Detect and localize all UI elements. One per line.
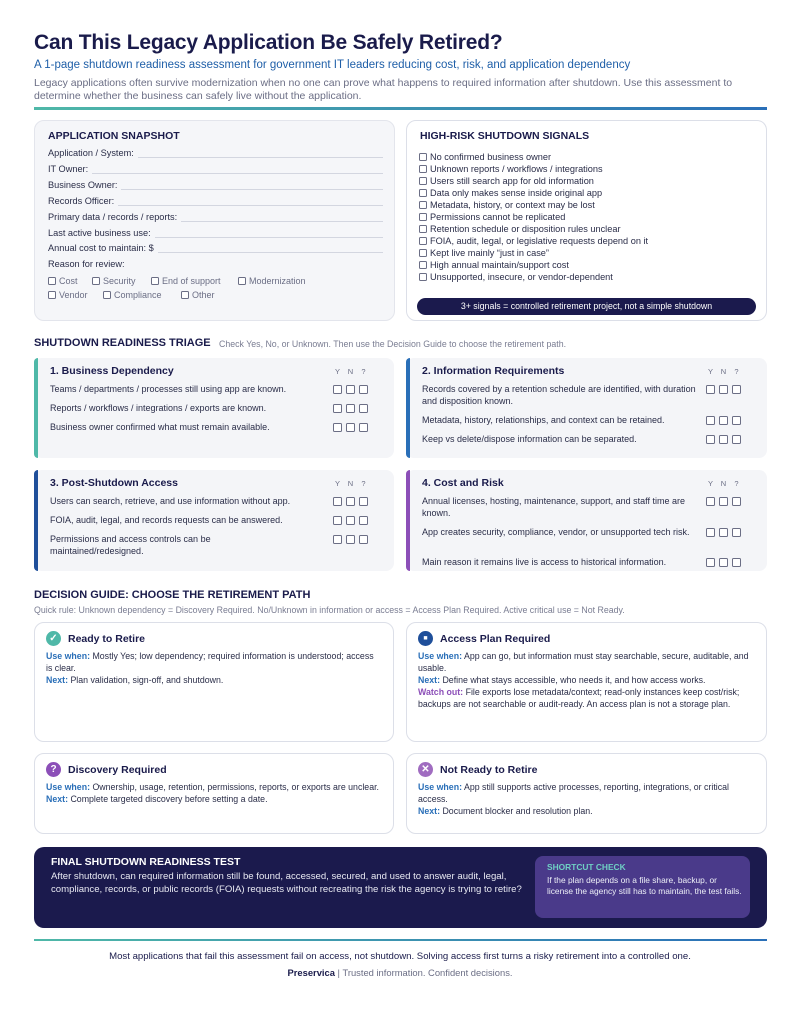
next-label: Next: — [46, 675, 68, 685]
ynu-checkboxes[interactable] — [333, 535, 368, 544]
checkbox[interactable] — [92, 277, 100, 285]
signal-label: Users still search app for old information — [430, 176, 594, 186]
reason-option[interactable] — [48, 276, 78, 286]
yes-checkbox[interactable] — [706, 385, 715, 394]
field-input-line[interactable] — [181, 212, 383, 222]
accent-bar — [406, 358, 410, 458]
signal-item[interactable] — [419, 224, 621, 234]
next-label: Next: — [418, 675, 440, 685]
reason-option[interactable] — [103, 290, 162, 300]
ynu-checkboxes[interactable] — [333, 516, 368, 525]
use-when-text: Ownership, usage, retention, permissions, reports, or exports are unclear. — [90, 782, 379, 792]
block-title: 1. Business Dependency — [50, 365, 174, 377]
shortcut-check-box — [535, 856, 750, 918]
snapshot-field — [48, 180, 383, 190]
triage-item: Main reason it remains live is access to historical information. — [422, 557, 667, 567]
triage-item: Permissions and access controls can be maintained/redesigned. — [50, 534, 211, 556]
unknown-checkbox[interactable] — [732, 558, 741, 567]
page-title: Can This Legacy Application Be Safely Retired? — [34, 31, 503, 54]
triage-heading: SHUTDOWN READINESS TRIAGE — [34, 337, 211, 349]
tagline: Trusted information. Confident decisions. — [342, 967, 513, 978]
no-checkbox[interactable] — [346, 404, 355, 413]
decision-card-access-plan-required — [406, 622, 767, 742]
option-label: Cost — [59, 276, 78, 286]
signal-item[interactable] — [419, 212, 565, 222]
signal-item[interactable] — [419, 176, 594, 186]
block-title: 4. Cost and Risk — [422, 477, 504, 489]
use-when-label: Use when: — [418, 782, 462, 792]
field-label: Application / System: — [48, 148, 134, 158]
unknown-checkbox[interactable] — [732, 416, 741, 425]
triage-item: Records covered by a retention schedule are identified, with duration and disposition known. — [422, 384, 696, 406]
triage-block-cost-and-risk — [406, 470, 767, 571]
card-body — [418, 650, 753, 710]
field-input-line[interactable] — [118, 196, 383, 206]
checkbox[interactable] — [419, 237, 427, 245]
footer-message: Most applications that fail this assessment fail on access, not shutdown. Solving access first turns a risky retirement into a controlled one. — [109, 951, 691, 962]
yes-checkbox[interactable] — [706, 416, 715, 425]
triage-item: Users can search, retrieve, and use information without app. — [50, 496, 291, 506]
ynu-checkboxes[interactable] — [333, 385, 368, 394]
snapshot-field — [48, 228, 383, 238]
signal-label: Unknown reports / workflows / integrations — [430, 164, 603, 174]
yn-header: Y N ? — [334, 479, 366, 488]
signals-title: HIGH-RISK SHUTDOWN SIGNALS — [420, 130, 590, 142]
next-text: Complete targeted discovery before setting a date. — [68, 794, 268, 804]
triage-block-business-dependency — [34, 358, 394, 458]
checkbox[interactable] — [48, 277, 56, 285]
checkbox[interactable] — [238, 277, 246, 285]
no-checkbox[interactable] — [346, 385, 355, 394]
application-snapshot-card — [34, 120, 395, 321]
signal-label: Data only makes sense inside original app — [430, 188, 603, 198]
no-checkbox[interactable] — [346, 516, 355, 525]
checkbox[interactable] — [151, 277, 159, 285]
yn-header: Y N ? — [334, 367, 366, 376]
no-checkbox[interactable] — [719, 497, 728, 506]
yes-checkbox[interactable] — [333, 404, 342, 413]
accent-bar — [34, 470, 38, 571]
checkmark-icon: ✓ — [46, 631, 61, 646]
block-title: 3. Post-Shutdown Access — [50, 477, 178, 489]
yes-checkbox[interactable] — [333, 497, 342, 506]
unknown-checkbox[interactable] — [732, 528, 741, 537]
triage-item: App creates security, compliance, vendor, or unsupported tech risk. — [422, 527, 690, 537]
next-text: Document blocker and resolution plan. — [440, 806, 593, 816]
option-label: Security — [103, 276, 136, 286]
signal-item[interactable] — [419, 200, 595, 210]
ynu-checkboxes[interactable] — [706, 416, 741, 425]
signal-label: Kept live mainly “just in case” — [430, 248, 549, 258]
snapshot-field — [48, 243, 383, 253]
checkbox[interactable] — [419, 153, 427, 161]
ynu-checkboxes[interactable] — [333, 404, 368, 413]
checkbox[interactable] — [419, 213, 427, 221]
ynu-checkboxes[interactable] — [706, 497, 741, 506]
checkbox[interactable] — [419, 201, 427, 209]
unknown-checkbox[interactable] — [359, 516, 368, 525]
high-risk-signals-card — [406, 120, 767, 321]
no-checkbox[interactable] — [719, 528, 728, 537]
ynu-checkboxes[interactable] — [706, 528, 741, 537]
yes-checkbox[interactable] — [706, 528, 715, 537]
page-intro: Legacy applications often survive modernization when no one can prove what happens to required information after shutdown. Use this assessment to determine whether the business can safely live without the application. — [34, 77, 733, 102]
field-input-line[interactable] — [158, 243, 383, 253]
signal-item[interactable] — [419, 260, 569, 270]
snapshot-field — [48, 196, 383, 206]
card-header — [418, 631, 550, 646]
accent-bar — [34, 358, 38, 458]
snapshot-field — [48, 164, 383, 174]
ynu-checkboxes[interactable] — [333, 497, 368, 506]
footer-brand-line — [0, 967, 800, 978]
signal-item[interactable] — [419, 272, 613, 282]
unknown-checkbox[interactable] — [359, 404, 368, 413]
final-title: FINAL SHUTDOWN READINESS TEST — [51, 856, 241, 868]
unknown-checkbox[interactable] — [732, 385, 741, 394]
yes-checkbox[interactable] — [333, 423, 342, 432]
final-text: After shutdown, can required information still be found, accessed, secured, and used to answer audit, legal, compliance, records, or public records (FOIA) requests without recreating the risk the agency is trying to retire? — [51, 871, 522, 895]
checkbox[interactable] — [103, 291, 111, 299]
field-label: Last active business use: — [48, 228, 151, 238]
option-label: End of support — [162, 276, 221, 286]
snapshot-field — [48, 148, 383, 158]
signal-label: High annual maintain/support cost — [430, 260, 569, 270]
shortcut-text: If the plan depends on a file share, backup, or license the agency still has to maintain, the test fails. — [547, 875, 742, 896]
use-when-label: Use when: — [46, 782, 90, 792]
signal-item[interactable] — [419, 188, 602, 198]
checkbox[interactable] — [419, 177, 427, 185]
checkbox[interactable] — [419, 273, 427, 281]
card-header — [46, 631, 145, 646]
no-checkbox[interactable] — [719, 385, 728, 394]
yes-checkbox[interactable] — [706, 497, 715, 506]
next-label: Next: — [418, 806, 440, 816]
option-label: Vendor — [59, 290, 88, 300]
checkbox[interactable] — [419, 249, 427, 257]
yes-checkbox[interactable] — [333, 385, 342, 394]
card-title: Access Plan Required — [440, 632, 551, 645]
triage-item: FOIA, audit, legal, and records requests can be answered. — [50, 515, 283, 525]
reason-option[interactable] — [181, 290, 215, 300]
checkbox[interactable] — [419, 261, 427, 269]
card-title: Discovery Required — [68, 763, 167, 776]
field-input-line[interactable] — [92, 164, 383, 174]
unknown-checkbox[interactable] — [359, 497, 368, 506]
no-checkbox[interactable] — [346, 535, 355, 544]
card-header — [418, 762, 537, 777]
triage-item: Metadata, history, relationships, and context can be retained. — [422, 415, 665, 425]
decision-card-not-ready-to-retire — [406, 753, 767, 834]
option-label: Compliance — [114, 290, 162, 300]
use-when-text: App can go, but information must stay searchable, secure, auditable, and usable. — [418, 651, 749, 673]
use-when-text: App still supports active processes, reporting, integrations, or critical access. — [418, 782, 729, 804]
snapshot-title: APPLICATION SNAPSHOT — [48, 130, 180, 142]
no-checkbox[interactable] — [719, 558, 728, 567]
stop-square-icon: ■ — [418, 631, 433, 646]
field-input-line[interactable] — [138, 148, 383, 158]
signal-item[interactable] — [419, 236, 648, 246]
triage-item: Annual licenses, hosting, maintenance, support, and staff time are known. — [422, 496, 685, 518]
triage-item: Teams / departments / processes still using app are known. — [50, 384, 287, 394]
ynu-checkboxes[interactable] — [333, 423, 368, 432]
option-label: Modernization — [249, 276, 306, 286]
checkbox[interactable] — [48, 291, 56, 299]
signal-label: Permissions cannot be replicated — [430, 212, 566, 222]
field-label: Primary data / records / reports: — [48, 212, 178, 222]
checkbox[interactable] — [419, 189, 427, 197]
next-label: Next: — [46, 794, 68, 804]
unknown-checkbox[interactable] — [359, 423, 368, 432]
triage-item: Business owner confirmed what must remain available. — [50, 422, 270, 432]
header-divider — [34, 107, 767, 110]
yn-header: Y N ? — [707, 367, 739, 376]
next-text: Define what stays accessible, who needs it, and how access works. — [440, 675, 706, 685]
signal-label: Unsupported, insecure, or vendor-dependent — [430, 272, 613, 282]
watch-out-text: File exports lose metadata/context; read-only instances keep cost/risk; backups are not searchable or audit-ready. An access plan is not a storage plan. — [418, 687, 740, 709]
close-x-icon: ✕ — [418, 762, 433, 777]
no-checkbox[interactable] — [719, 435, 728, 444]
yes-checkbox[interactable] — [333, 516, 342, 525]
signals-threshold-banner: 3+ signals = controlled retirement project, not a simple shutdown — [417, 298, 756, 315]
field-label: Records Officer: — [48, 196, 115, 206]
decision-heading: DECISION GUIDE: CHOOSE THE RETIREMENT PATH — [34, 589, 311, 601]
decision-quick-rule: Quick rule: Unknown dependency = Discovery Required. No/Unknown in information or access = Access Plan Required. Active critical use = Not Ready. — [34, 605, 625, 615]
reason-option[interactable] — [48, 290, 88, 300]
page-subtitle: A 1-page shutdown readiness assessment for government IT leaders reducing cost, risk, and application dependency — [34, 59, 631, 71]
triage-item: Reports / workflows / integrations / exports are known. — [50, 403, 267, 413]
field-label: IT Owner: — [48, 164, 89, 174]
checkbox[interactable] — [419, 165, 427, 173]
use-when-label: Use when: — [418, 651, 462, 661]
checkbox[interactable] — [419, 225, 427, 233]
yn-header: Y N ? — [707, 479, 739, 488]
unknown-checkbox[interactable] — [359, 385, 368, 394]
triage-instructions: Check Yes, No, or Unknown. Then use the Decision Guide to choose the retirement path. — [219, 339, 567, 349]
reason-option[interactable] — [92, 276, 136, 286]
ynu-checkboxes[interactable] — [706, 558, 741, 567]
use-when-text: Mostly Yes; low dependency; required information is understood; access is clear. — [46, 651, 374, 673]
option-label: Other — [192, 290, 215, 300]
checkbox[interactable] — [181, 291, 189, 299]
signal-label: No confirmed business owner — [430, 152, 552, 162]
unknown-checkbox[interactable] — [732, 435, 741, 444]
separator: | — [334, 967, 343, 978]
next-text: Plan validation, sign-off, and shutdown. — [68, 675, 224, 685]
footer-divider — [34, 939, 767, 941]
no-checkbox[interactable] — [346, 497, 355, 506]
final-readiness-test — [34, 847, 767, 928]
field-input-line[interactable] — [121, 180, 383, 190]
triage-block-post-shutdown-access — [34, 470, 394, 571]
signal-label: Retention schedule or disposition rules unclear — [430, 224, 621, 234]
use-when-label: Use when: — [46, 651, 90, 661]
signal-item[interactable] — [419, 248, 549, 258]
decision-card-discovery-required — [34, 753, 394, 834]
accent-bar — [406, 470, 410, 571]
card-header — [46, 762, 167, 777]
snapshot-field — [48, 212, 383, 222]
signal-label: Metadata, history, or context may be lost — [430, 200, 595, 210]
triage-block-information-requirements — [406, 358, 767, 458]
signal-item[interactable] — [419, 152, 551, 162]
no-checkbox[interactable] — [346, 423, 355, 432]
unknown-checkbox[interactable] — [359, 535, 368, 544]
block-title: 2. Information Requirements — [422, 365, 565, 377]
brand-name: Preservica — [287, 967, 335, 978]
field-input-line[interactable] — [155, 228, 383, 238]
ynu-checkboxes[interactable] — [706, 435, 741, 444]
signal-label: FOIA, audit, legal, or legislative requests depend on it — [430, 236, 649, 246]
unknown-checkbox[interactable] — [732, 497, 741, 506]
card-body — [46, 650, 381, 686]
reason-option[interactable] — [238, 276, 306, 286]
ynu-checkboxes[interactable] — [706, 385, 741, 394]
no-checkbox[interactable] — [719, 416, 728, 425]
card-body — [46, 781, 381, 805]
yes-checkbox[interactable] — [706, 435, 715, 444]
triage-item: Keep vs delete/dispose information can be separated. — [422, 434, 637, 444]
field-label: Business Owner: — [48, 180, 118, 190]
reason-option[interactable] — [151, 276, 221, 286]
watch-out-label: Watch out: — [418, 687, 464, 697]
yes-checkbox[interactable] — [706, 558, 715, 567]
card-title: Not Ready to Retire — [440, 763, 538, 776]
question-mark-icon: ? — [46, 762, 61, 777]
reason-label: Reason for review: — [48, 259, 125, 269]
card-title: Ready to Retire — [68, 632, 146, 645]
field-label: Annual cost to maintain: $ — [48, 243, 154, 253]
decision-card-ready-to-retire — [34, 622, 394, 742]
yes-checkbox[interactable] — [333, 535, 342, 544]
shortcut-title: SHORTCUT CHECK — [547, 862, 626, 872]
signal-item[interactable] — [419, 164, 603, 174]
card-body — [418, 781, 753, 817]
